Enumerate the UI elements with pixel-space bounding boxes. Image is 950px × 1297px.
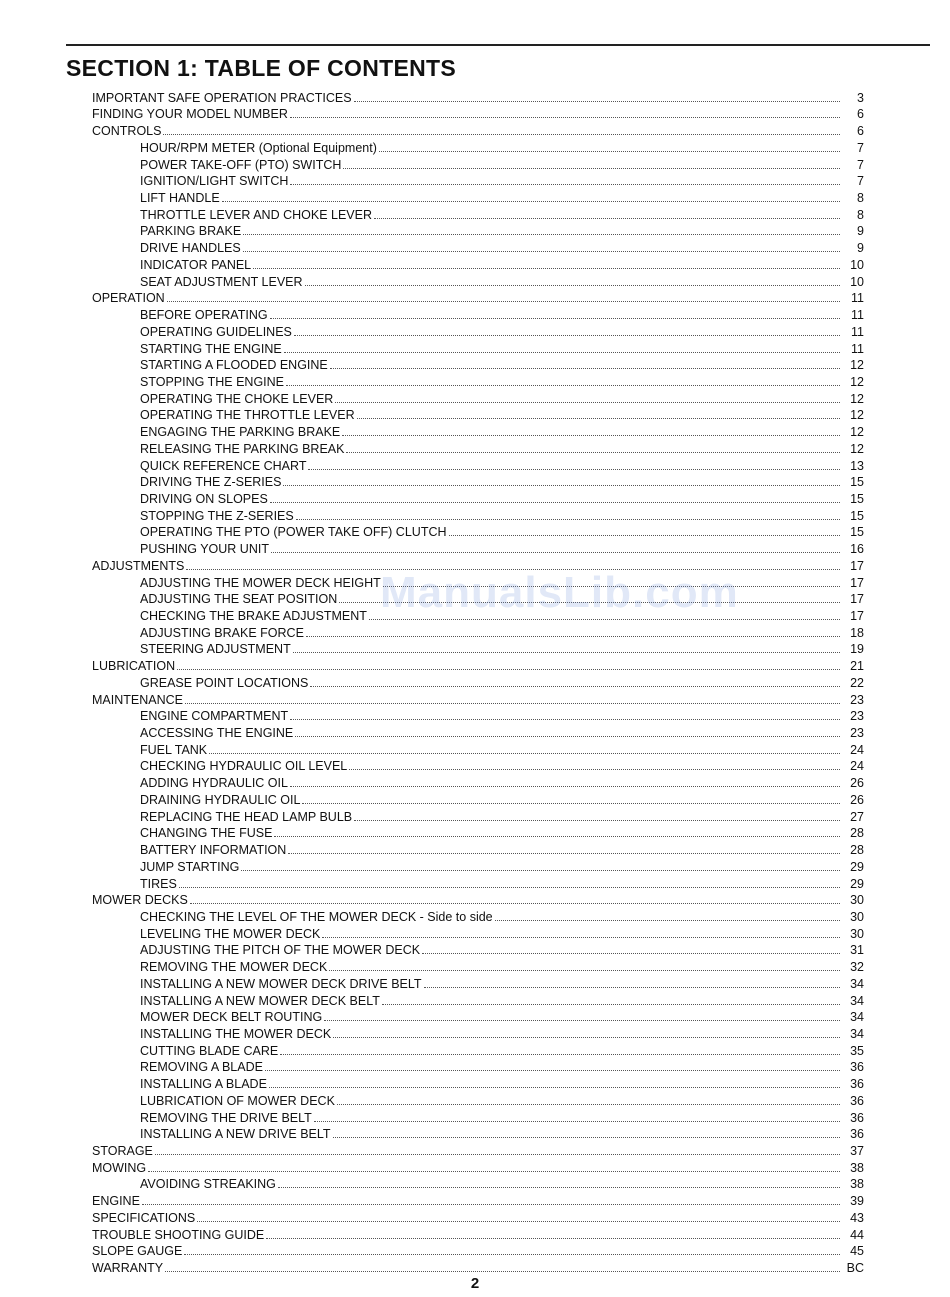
dot-leader — [269, 1087, 840, 1088]
table-of-contents — [92, 88, 864, 1275]
toc-subentry[interactable] — [92, 155, 864, 172]
dot-leader — [155, 1154, 840, 1155]
toc-entry-label: FUEL TANK — [140, 742, 208, 757]
toc-entry-page: 36 — [850, 1127, 864, 1142]
dot-leader — [266, 1238, 840, 1239]
toc-entry-page: 15 — [850, 491, 864, 506]
toc-subentry[interactable] — [92, 305, 864, 322]
toc-entry-label: STOPPING THE ENGINE — [140, 374, 285, 389]
toc-entry-label: ADJUSTMENTS — [92, 558, 185, 573]
toc-entry-page: 35 — [850, 1043, 864, 1058]
toc-entry-page: 32 — [850, 960, 864, 975]
toc-entry-page: 36 — [850, 1060, 864, 1075]
toc-entry-label: ADJUSTING THE MOWER DECK HEIGHT — [140, 575, 381, 590]
dot-leader — [333, 1037, 840, 1038]
toc-subentry[interactable] — [92, 991, 864, 1008]
toc-entry-page: 28 — [850, 826, 864, 841]
toc-entry-label: REPLACING THE HEAD LAMP BULB — [140, 809, 353, 824]
toc-subentry[interactable] — [92, 857, 864, 874]
toc-entry-page: 31 — [850, 943, 864, 958]
toc-entry-page: 39 — [850, 1194, 864, 1209]
toc-entry-label: QUICK REFERENCE CHART — [140, 458, 307, 473]
toc-entry-label: REMOVING THE DRIVE BELT — [140, 1110, 312, 1125]
dot-leader — [209, 753, 840, 754]
toc-entry-label: ENGINE — [92, 1194, 140, 1209]
toc-entry-label: DRIVING ON SLOPES — [140, 491, 268, 506]
toc-subentry[interactable] — [92, 138, 864, 155]
dot-leader — [278, 1187, 840, 1188]
dot-leader — [142, 1204, 840, 1205]
toc-entry-page: 26 — [850, 792, 864, 807]
toc-entry-label: IMPORTANT SAFE OPERATION PRACTICES — [92, 90, 352, 105]
toc-entry-label: LUBRICATION OF MOWER DECK — [140, 1093, 335, 1108]
dot-leader — [422, 953, 840, 954]
toc-subentry[interactable] — [92, 673, 864, 690]
toc-subentry[interactable] — [92, 489, 864, 506]
toc-subentry[interactable] — [92, 439, 864, 456]
dot-leader — [305, 285, 840, 286]
toc-entry-label: CHECKING THE LEVEL OF THE MOWER DECK - Side to side — [140, 909, 493, 924]
toc-entry-page: 26 — [850, 776, 864, 791]
dot-leader — [288, 853, 840, 854]
toc-entry-label: SPECIFICATIONS — [92, 1210, 196, 1225]
dot-leader — [346, 452, 840, 453]
toc-entry-page: 23 — [850, 692, 864, 707]
toc-subentry[interactable] — [92, 590, 864, 607]
toc-entry-page: 29 — [850, 859, 864, 874]
toc-entry-label: MOWING — [92, 1160, 147, 1175]
toc-subentry[interactable] — [92, 573, 864, 590]
dot-leader — [290, 184, 840, 185]
toc-entry-label: AVOIDING STREAKING — [140, 1177, 276, 1192]
toc-subentry[interactable] — [92, 824, 864, 841]
toc-subentry[interactable] — [92, 606, 864, 623]
dot-leader — [186, 569, 840, 570]
toc-entry-page: 12 — [850, 358, 864, 373]
dot-leader — [379, 151, 840, 152]
toc-entry[interactable] — [92, 121, 864, 138]
toc-entry-label: LUBRICATION — [92, 659, 176, 674]
toc-entry-label: REMOVING THE MOWER DECK — [140, 960, 328, 975]
dot-leader — [335, 402, 840, 403]
dot-leader — [167, 301, 840, 302]
dot-leader — [294, 335, 840, 336]
toc-subentry[interactable] — [92, 473, 864, 490]
toc-entry-label: FINDING YOUR MODEL NUMBER — [92, 107, 288, 122]
toc-entry-label: OPERATION — [92, 291, 165, 306]
dot-leader — [290, 719, 840, 720]
toc-subentry[interactable] — [92, 372, 864, 389]
toc-subentry[interactable] — [92, 1074, 864, 1091]
toc-entry-page: 34 — [850, 1026, 864, 1041]
toc-entry-label: RELEASING THE PARKING BREAK — [140, 441, 345, 456]
toc-entry-page: 30 — [850, 926, 864, 941]
toc-entry-page: 15 — [850, 475, 864, 490]
toc-entry[interactable] — [92, 105, 864, 122]
toc-entry-label: ADJUSTING THE SEAT POSITION — [140, 592, 338, 607]
toc-subentry[interactable] — [92, 640, 864, 657]
toc-entry-label: WARRANTY — [92, 1261, 164, 1276]
toc-entry-label: STARTING A FLOODED ENGINE — [140, 358, 328, 373]
toc-subentry[interactable] — [92, 356, 864, 373]
toc-entry-label: ENGINE COMPARTMENT — [140, 709, 289, 724]
toc-entry-label: CHECKING HYDRAULIC OIL LEVEL — [140, 759, 348, 774]
toc-subentry[interactable] — [92, 339, 864, 356]
toc-subentry[interactable] — [92, 957, 864, 974]
toc-subentry[interactable] — [92, 924, 864, 941]
toc-entry-page: 11 — [851, 341, 864, 356]
dot-leader — [382, 1004, 840, 1005]
toc-entry-page: 9 — [857, 224, 864, 239]
dot-leader — [374, 218, 840, 219]
dot-leader — [343, 168, 840, 169]
toc-subentry[interactable] — [92, 941, 864, 958]
toc-entry[interactable] — [92, 1141, 864, 1158]
dot-leader — [283, 485, 840, 486]
toc-entry-label: INSTALLING A NEW MOWER DECK BELT — [140, 993, 380, 1008]
toc-entry-page: 43 — [850, 1210, 864, 1225]
toc-entry-label: OPERATING GUIDELINES — [140, 324, 292, 339]
dot-leader — [270, 318, 840, 319]
toc-entry-page: 38 — [850, 1160, 864, 1175]
toc-entry-page: 36 — [850, 1110, 864, 1125]
toc-entry-label: ADDING HYDRAULIC OIL — [140, 776, 288, 791]
toc-entry-page: 7 — [857, 157, 864, 172]
toc-entry-label: ENGAGING THE PARKING BRAKE — [140, 425, 341, 440]
dot-leader — [383, 586, 840, 587]
toc-entry-page: 12 — [850, 441, 864, 456]
toc-entry-page: 13 — [850, 458, 864, 473]
toc-entry-page: 45 — [850, 1244, 864, 1259]
toc-entry-page: 36 — [850, 1093, 864, 1108]
toc-entry-label: OPERATING THE THROTTLE LEVER — [140, 408, 355, 423]
toc-entry-page: 34 — [850, 993, 864, 1008]
toc-entry-label: OPERATING THE PTO (POWER TAKE OFF) CLUTCH — [140, 525, 447, 540]
toc-entry[interactable] — [92, 88, 864, 105]
toc-entry-page: 9 — [857, 241, 864, 256]
toc-entry-label: SEAT ADJUSTMENT LEVER — [140, 274, 303, 289]
toc-entry-label: PARKING BRAKE — [140, 224, 242, 239]
toc-entry-page: 29 — [850, 876, 864, 891]
dot-leader — [177, 669, 840, 670]
toc-entry-page: 12 — [850, 391, 864, 406]
toc-entry-page: 17 — [850, 558, 864, 573]
toc-entry-label: ADJUSTING BRAKE FORCE — [140, 625, 304, 640]
toc-entry-label: INSTALLING A BLADE — [140, 1077, 267, 1092]
dot-leader — [163, 134, 840, 135]
dot-leader — [197, 1221, 840, 1222]
toc-entry-label: OPERATING THE CHOKE LEVER — [140, 391, 334, 406]
toc-entry-page: 11 — [851, 308, 864, 323]
toc-entry-label: INDICATOR PANEL — [140, 257, 252, 272]
toc-entry-page: 30 — [850, 893, 864, 908]
dot-leader — [271, 552, 840, 553]
top-rule — [66, 44, 930, 46]
toc-entry-page: 12 — [850, 408, 864, 423]
dot-leader — [190, 903, 840, 904]
toc-subentry[interactable] — [92, 740, 864, 757]
dot-leader — [265, 1070, 840, 1071]
toc-entry-page: 37 — [850, 1144, 864, 1158]
toc-entry-label: MOWER DECK BELT ROUTING — [140, 1010, 323, 1025]
toc-entry-label: SLOPE GAUGE — [92, 1244, 183, 1259]
toc-entry-page: 12 — [850, 374, 864, 389]
toc-entry-page: 18 — [850, 625, 864, 640]
toc-entry[interactable] — [92, 1208, 864, 1225]
toc-subentry[interactable] — [92, 907, 864, 924]
toc-entry-label: MAINTENANCE — [92, 692, 183, 707]
toc-entry-page: 44 — [850, 1227, 864, 1242]
dot-leader — [302, 803, 840, 804]
toc-entry-page: 15 — [850, 525, 864, 540]
toc-subentry[interactable] — [92, 539, 864, 556]
toc-entry-label: INSTALLING A NEW MOWER DECK DRIVE BELT — [140, 976, 422, 991]
dot-leader — [424, 987, 840, 988]
toc-entry[interactable] — [92, 891, 864, 908]
dot-leader — [243, 234, 840, 235]
toc-entry-page: 8 — [857, 207, 864, 222]
toc-entry-page: 8 — [857, 191, 864, 206]
toc-subentry[interactable] — [92, 172, 864, 189]
dot-leader — [308, 469, 840, 470]
dot-leader — [179, 887, 840, 888]
toc-subentry[interactable] — [92, 506, 864, 523]
dot-leader — [306, 636, 840, 637]
toc-subentry[interactable] — [92, 272, 864, 289]
dot-leader — [342, 435, 840, 436]
toc-entry-page: 6 — [857, 124, 864, 139]
toc-entry-label: STOPPING THE Z-SERIES — [140, 508, 294, 523]
toc-entry-page: 17 — [850, 592, 864, 607]
toc-entry-label: ACCESSING THE ENGINE — [140, 726, 294, 741]
toc-entry-label: BEFORE OPERATING — [140, 308, 268, 323]
toc-subentry[interactable] — [92, 1108, 864, 1125]
toc-subentry[interactable] — [92, 1041, 864, 1058]
dot-leader — [330, 368, 840, 369]
toc-entry-label: CONTROLS — [92, 124, 162, 139]
toc-subentry[interactable] — [92, 1024, 864, 1041]
toc-entry-page: 12 — [850, 425, 864, 440]
dot-leader — [369, 619, 840, 620]
dot-leader — [296, 519, 840, 520]
toc-subentry[interactable] — [92, 238, 864, 255]
toc-entry[interactable] — [92, 1191, 864, 1208]
toc-entry-page: 7 — [857, 140, 864, 155]
toc-entry-label: GREASE POINT LOCATIONS — [140, 675, 309, 690]
dot-leader — [243, 251, 840, 252]
toc-entry-label: JUMP STARTING — [140, 859, 240, 874]
toc-entry-page: 21 — [850, 659, 864, 674]
toc-entry-page: 30 — [850, 909, 864, 924]
toc-entry-label: STEERING ADJUSTMENT — [140, 642, 291, 657]
toc-entry-page: 34 — [850, 976, 864, 991]
toc-entry-label: DRIVE HANDLES — [140, 241, 241, 256]
dot-leader — [449, 535, 840, 536]
toc-subentry[interactable] — [92, 623, 864, 640]
toc-subentry[interactable] — [92, 790, 864, 807]
toc-entry-label: TIRES — [140, 876, 177, 891]
toc-subentry[interactable] — [92, 757, 864, 774]
toc-entry-label: LIFT HANDLE — [140, 191, 220, 206]
dot-leader — [290, 786, 840, 787]
dot-leader — [286, 385, 840, 386]
toc-entry-page: 22 — [850, 675, 864, 690]
toc-entry[interactable] — [92, 1158, 864, 1175]
toc-entry-page: 7 — [857, 174, 864, 189]
toc-entry-page: 3 — [857, 90, 864, 105]
toc-subentry[interactable] — [92, 840, 864, 857]
toc-entry[interactable] — [92, 1242, 864, 1259]
toc-subentry[interactable] — [92, 1091, 864, 1108]
toc-subentry[interactable] — [92, 523, 864, 540]
toc-entry-page: 10 — [850, 274, 864, 289]
toc-entry[interactable] — [92, 690, 864, 707]
toc-entry-label: LEVELING THE MOWER DECK — [140, 926, 321, 941]
toc-entry-label: STARTING THE ENGINE — [140, 341, 282, 356]
toc-entry-page: 11 — [851, 291, 864, 306]
toc-entry-label: CHECKING THE BRAKE ADJUSTMENT — [140, 609, 367, 623]
toc-subentry[interactable] — [92, 406, 864, 423]
page-title: SECTION 1: TABLE OF CONTENTS — [66, 55, 457, 81]
toc-entry-page: 6 — [857, 107, 864, 122]
dot-leader — [280, 1054, 840, 1055]
dot-leader — [314, 1121, 840, 1122]
toc-subentry[interactable] — [92, 974, 864, 991]
toc-subentry[interactable] — [92, 389, 864, 406]
dot-leader — [185, 703, 840, 704]
toc-subentry[interactable] — [92, 1125, 864, 1142]
dot-leader — [357, 418, 840, 419]
toc-subentry[interactable] — [92, 205, 864, 222]
toc-subentry[interactable] — [92, 255, 864, 272]
dot-leader — [329, 970, 840, 971]
dot-leader — [354, 820, 840, 821]
toc-subentry[interactable] — [92, 874, 864, 891]
toc-entry-page: 27 — [850, 809, 864, 824]
toc-entry-label: ADJUSTING THE PITCH OF THE MOWER DECK — [140, 943, 421, 958]
dot-leader — [284, 352, 840, 353]
dot-leader — [339, 602, 840, 603]
toc-entry-label: POWER TAKE-OFF (PTO) SWITCH — [140, 157, 342, 172]
toc-subentry[interactable] — [92, 723, 864, 740]
toc-entry-page: 11 — [851, 324, 864, 339]
toc-subentry[interactable] — [92, 807, 864, 824]
toc-entry-page: 10 — [850, 257, 864, 272]
dot-leader — [322, 937, 840, 938]
toc-entry-label: DRAINING HYDRAULIC OIL — [140, 792, 301, 807]
toc-subentry[interactable] — [92, 1058, 864, 1075]
watermark: ManualsLib.com — [380, 568, 739, 617]
toc-entry-page: BC — [846, 1261, 864, 1276]
toc-entry-label: MOWER DECKS — [92, 893, 188, 908]
dot-leader — [333, 1137, 840, 1138]
toc-entry-page: 34 — [850, 1010, 864, 1025]
toc-subentry[interactable] — [92, 188, 864, 205]
dot-leader — [349, 769, 840, 770]
toc-entry-page: 36 — [850, 1077, 864, 1092]
toc-subentry[interactable] — [92, 1175, 864, 1192]
dot-leader — [295, 736, 840, 737]
toc-entry[interactable] — [92, 1258, 864, 1275]
toc-subentry[interactable] — [92, 322, 864, 339]
toc-entry-label: REMOVING A BLADE — [140, 1060, 263, 1075]
toc-entry-label: IGNITION/LIGHT SWITCH — [140, 174, 289, 189]
toc-entry[interactable] — [92, 656, 864, 673]
dot-leader — [270, 502, 840, 503]
toc-entry-page: 15 — [850, 508, 864, 523]
toc-entry-page: 17 — [850, 575, 864, 590]
toc-subentry[interactable] — [92, 707, 864, 724]
dot-leader — [184, 1254, 840, 1255]
toc-entry-label: BATTERY INFORMATION — [140, 843, 287, 858]
toc-entry-page: 28 — [850, 843, 864, 858]
toc-entry-label: DRIVING THE Z-SERIES — [140, 475, 282, 490]
toc-subentry[interactable] — [92, 456, 864, 473]
dot-leader — [310, 686, 840, 687]
toc-entry-page: 17 — [850, 609, 864, 623]
dot-leader — [495, 920, 840, 921]
dot-leader — [253, 268, 840, 269]
toc-entry-label: INSTALLING A NEW DRIVE BELT — [140, 1127, 331, 1142]
toc-entry[interactable] — [92, 289, 864, 306]
dot-leader — [241, 870, 840, 871]
toc-entry-label: INSTALLING THE MOWER DECK — [140, 1026, 332, 1041]
toc-subentry[interactable] — [92, 773, 864, 790]
toc-entry-label: HOUR/RPM METER (Optional Equipment) — [140, 140, 377, 155]
dot-leader — [324, 1020, 840, 1021]
dot-leader — [222, 201, 840, 202]
toc-subentry[interactable] — [92, 222, 864, 239]
toc-entry-label: THROTTLE LEVER AND CHOKE LEVER — [140, 207, 373, 222]
toc-entry[interactable] — [92, 1225, 864, 1242]
toc-entry-label: CHANGING THE FUSE — [140, 826, 273, 841]
toc-entry-page: 38 — [850, 1177, 864, 1192]
toc-entry-label: TROUBLE SHOOTING GUIDE — [92, 1227, 265, 1242]
dot-leader — [274, 836, 840, 837]
toc-entry-page: 19 — [850, 642, 864, 657]
toc-entry-label: CUTTING BLADE CARE — [140, 1043, 279, 1058]
toc-entry-page: 16 — [850, 542, 864, 557]
dot-leader — [290, 117, 840, 118]
toc-entry-page: 23 — [850, 709, 864, 724]
dot-leader — [354, 101, 840, 102]
toc-entry-page: 24 — [850, 742, 864, 757]
toc-entry-label: STORAGE — [92, 1144, 153, 1158]
dot-leader — [337, 1104, 840, 1105]
dot-leader — [165, 1271, 840, 1272]
dot-leader — [293, 652, 840, 653]
toc-entry-page: 23 — [850, 726, 864, 741]
toc-entry-page: 24 — [850, 759, 864, 774]
toc-entry[interactable] — [92, 556, 864, 573]
toc-subentry[interactable] — [92, 1008, 864, 1025]
toc-entry-label: PUSHING YOUR UNIT — [140, 542, 269, 557]
toc-subentry[interactable] — [92, 422, 864, 439]
dot-leader — [148, 1171, 840, 1172]
page-number: 2 — [470, 1275, 480, 1292]
